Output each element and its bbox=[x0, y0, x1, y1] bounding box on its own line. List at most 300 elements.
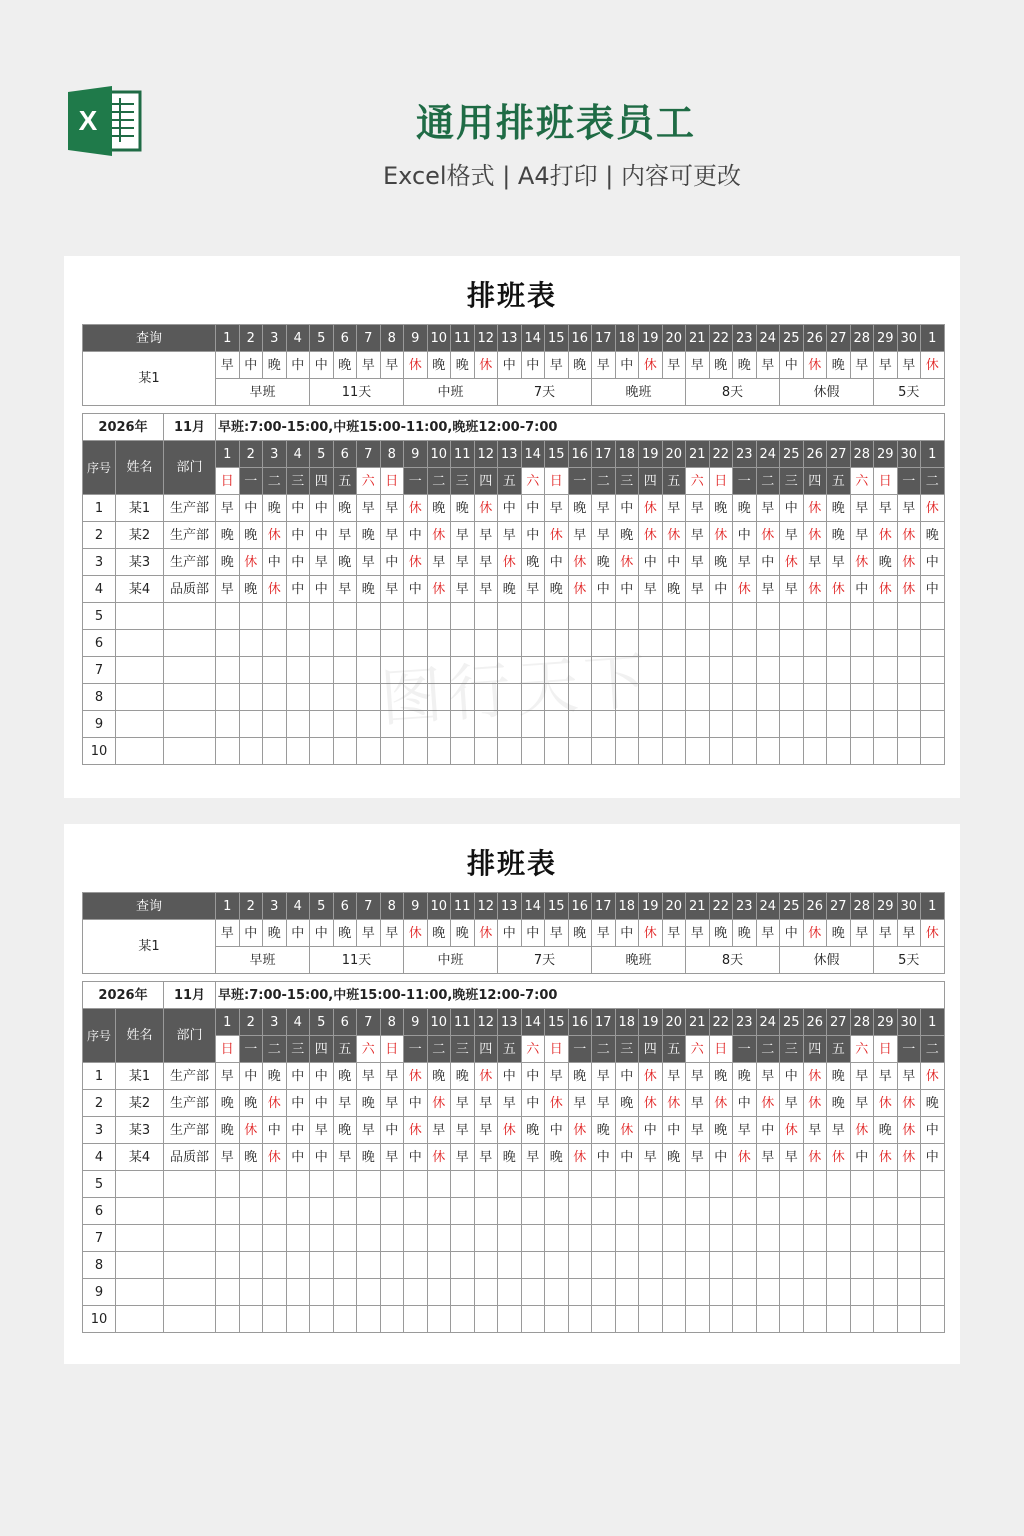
shift-cell[interactable] bbox=[756, 1225, 780, 1252]
shift-cell[interactable] bbox=[216, 1252, 240, 1279]
shift-cell[interactable] bbox=[310, 1306, 334, 1333]
shift-cell[interactable] bbox=[310, 1171, 334, 1198]
shift-cell[interactable]: 早 bbox=[639, 576, 663, 603]
row-name[interactable]: 某1 bbox=[116, 1063, 164, 1090]
shift-cell[interactable] bbox=[827, 684, 851, 711]
shift-cell[interactable] bbox=[733, 711, 757, 738]
shift-cell[interactable] bbox=[709, 711, 733, 738]
row-dept[interactable]: 生产部 bbox=[164, 1117, 216, 1144]
shift-cell[interactable]: 早 bbox=[216, 576, 240, 603]
shift-cell[interactable] bbox=[498, 1198, 522, 1225]
shift-cell[interactable] bbox=[357, 738, 381, 765]
shift-cell[interactable] bbox=[756, 1279, 780, 1306]
shift-cell[interactable] bbox=[615, 603, 639, 630]
row-name[interactable] bbox=[116, 1306, 164, 1333]
row-dept[interactable] bbox=[164, 1306, 216, 1333]
shift-cell[interactable] bbox=[498, 1171, 522, 1198]
shift-cell[interactable] bbox=[756, 1252, 780, 1279]
shift-cell[interactable]: 中 bbox=[615, 576, 639, 603]
shift-cell[interactable]: 晚 bbox=[263, 495, 287, 522]
shift-cell[interactable]: 中 bbox=[310, 576, 334, 603]
shift-cell[interactable] bbox=[803, 1171, 827, 1198]
shift-cell[interactable] bbox=[404, 1198, 428, 1225]
shift-cell[interactable]: 晚 bbox=[733, 495, 757, 522]
shift-cell[interactable] bbox=[803, 1306, 827, 1333]
shift-cell[interactable] bbox=[827, 1225, 851, 1252]
shift-cell[interactable]: 中 bbox=[310, 1090, 334, 1117]
shift-cell[interactable]: 休 bbox=[921, 495, 945, 522]
shift-cell[interactable]: 晚 bbox=[521, 549, 545, 576]
shift-cell[interactable]: 早 bbox=[521, 1144, 545, 1171]
shift-cell[interactable] bbox=[545, 1279, 569, 1306]
shift-cell[interactable] bbox=[686, 1198, 710, 1225]
shift-cell[interactable] bbox=[733, 657, 757, 684]
shift-cell[interactable] bbox=[850, 1198, 874, 1225]
shift-cell[interactable]: 早 bbox=[733, 1117, 757, 1144]
shift-cell[interactable] bbox=[686, 1225, 710, 1252]
shift-cell[interactable] bbox=[921, 1171, 945, 1198]
shift-cell[interactable]: 休 bbox=[639, 495, 663, 522]
shift-cell[interactable] bbox=[216, 1198, 240, 1225]
shift-cell[interactable] bbox=[545, 1252, 569, 1279]
shift-cell[interactable] bbox=[686, 603, 710, 630]
shift-cell[interactable]: 晚 bbox=[709, 1117, 733, 1144]
shift-cell[interactable] bbox=[921, 657, 945, 684]
shift-cell[interactable] bbox=[592, 1279, 616, 1306]
shift-cell[interactable] bbox=[827, 1252, 851, 1279]
shift-cell[interactable]: 中 bbox=[404, 1144, 428, 1171]
shift-cell[interactable]: 晚 bbox=[216, 1117, 240, 1144]
shift-cell[interactable] bbox=[686, 711, 710, 738]
shift-cell[interactable]: 早 bbox=[897, 1063, 921, 1090]
row-dept[interactable] bbox=[164, 603, 216, 630]
shift-cell[interactable] bbox=[662, 1225, 686, 1252]
shift-cell[interactable] bbox=[874, 1252, 898, 1279]
shift-cell[interactable] bbox=[427, 603, 451, 630]
shift-cell[interactable] bbox=[521, 1279, 545, 1306]
shift-cell[interactable] bbox=[404, 1225, 428, 1252]
shift-cell[interactable] bbox=[498, 603, 522, 630]
shift-cell[interactable] bbox=[239, 684, 263, 711]
shift-cell[interactable] bbox=[357, 1306, 381, 1333]
shift-cell[interactable]: 休 bbox=[897, 522, 921, 549]
shift-cell[interactable] bbox=[827, 738, 851, 765]
row-dept[interactable]: 品质部 bbox=[164, 1144, 216, 1171]
shift-cell[interactable]: 早 bbox=[686, 495, 710, 522]
shift-cell[interactable] bbox=[592, 1198, 616, 1225]
shift-cell[interactable] bbox=[357, 1198, 381, 1225]
shift-cell[interactable] bbox=[451, 1252, 475, 1279]
shift-cell[interactable] bbox=[756, 1306, 780, 1333]
shift-cell[interactable] bbox=[827, 1279, 851, 1306]
shift-cell[interactable] bbox=[380, 1225, 404, 1252]
shift-cell[interactable] bbox=[333, 684, 357, 711]
shift-cell[interactable] bbox=[592, 1225, 616, 1252]
shift-cell[interactable]: 晚 bbox=[216, 549, 240, 576]
shift-cell[interactable] bbox=[474, 1279, 498, 1306]
row-dept[interactable]: 品质部 bbox=[164, 576, 216, 603]
shift-cell[interactable] bbox=[568, 738, 592, 765]
shift-cell[interactable]: 早 bbox=[451, 1144, 475, 1171]
shift-cell[interactable] bbox=[239, 1306, 263, 1333]
shift-cell[interactable] bbox=[310, 1279, 334, 1306]
shift-cell[interactable] bbox=[286, 630, 310, 657]
month-field[interactable]: 11月 bbox=[164, 982, 216, 1009]
shift-cell[interactable] bbox=[357, 1279, 381, 1306]
shift-cell[interactable] bbox=[216, 657, 240, 684]
shift-cell[interactable] bbox=[780, 684, 804, 711]
shift-cell[interactable] bbox=[592, 1252, 616, 1279]
shift-cell[interactable]: 早 bbox=[780, 1144, 804, 1171]
shift-cell[interactable] bbox=[357, 1171, 381, 1198]
shift-cell[interactable]: 早 bbox=[333, 1144, 357, 1171]
shift-cell[interactable] bbox=[474, 1171, 498, 1198]
shift-cell[interactable]: 早 bbox=[357, 1063, 381, 1090]
shift-cell[interactable] bbox=[662, 684, 686, 711]
shift-cell[interactable]: 休 bbox=[615, 549, 639, 576]
shift-cell[interactable]: 早 bbox=[474, 1117, 498, 1144]
shift-cell[interactable]: 中 bbox=[263, 549, 287, 576]
row-name[interactable] bbox=[116, 1198, 164, 1225]
shift-cell[interactable] bbox=[427, 1279, 451, 1306]
row-name[interactable] bbox=[116, 738, 164, 765]
shift-cell[interactable]: 晚 bbox=[874, 1117, 898, 1144]
shift-cell[interactable]: 早 bbox=[850, 495, 874, 522]
shift-cell[interactable]: 晚 bbox=[333, 1063, 357, 1090]
shift-cell[interactable] bbox=[897, 1252, 921, 1279]
shift-cell[interactable]: 晚 bbox=[333, 495, 357, 522]
shift-cell[interactable]: 休 bbox=[756, 1090, 780, 1117]
shift-cell[interactable] bbox=[592, 738, 616, 765]
shift-cell[interactable]: 早 bbox=[686, 1144, 710, 1171]
shift-cell[interactable]: 早 bbox=[380, 1144, 404, 1171]
shift-cell[interactable] bbox=[521, 738, 545, 765]
shift-cell[interactable] bbox=[639, 1279, 663, 1306]
shift-cell[interactable] bbox=[310, 711, 334, 738]
shift-cell[interactable]: 中 bbox=[756, 1117, 780, 1144]
shift-cell[interactable]: 早 bbox=[686, 576, 710, 603]
shift-cell[interactable] bbox=[286, 711, 310, 738]
shift-cell[interactable] bbox=[545, 1306, 569, 1333]
shift-cell[interactable] bbox=[521, 1252, 545, 1279]
shift-cell[interactable]: 中 bbox=[404, 576, 428, 603]
shift-cell[interactable] bbox=[333, 711, 357, 738]
shift-cell[interactable]: 早 bbox=[474, 1144, 498, 1171]
shift-cell[interactable]: 早 bbox=[756, 495, 780, 522]
shift-cell[interactable]: 休 bbox=[803, 576, 827, 603]
shift-cell[interactable]: 休 bbox=[662, 1090, 686, 1117]
shift-cell[interactable]: 早 bbox=[874, 495, 898, 522]
shift-cell[interactable] bbox=[733, 1171, 757, 1198]
shift-cell[interactable] bbox=[686, 1252, 710, 1279]
shift-cell[interactable] bbox=[286, 657, 310, 684]
shift-cell[interactable] bbox=[333, 1279, 357, 1306]
shift-cell[interactable]: 休 bbox=[874, 576, 898, 603]
shift-cell[interactable]: 休 bbox=[897, 1090, 921, 1117]
shift-cell[interactable] bbox=[263, 738, 287, 765]
shift-cell[interactable]: 中 bbox=[545, 1117, 569, 1144]
shift-cell[interactable] bbox=[709, 630, 733, 657]
shift-cell[interactable] bbox=[521, 1306, 545, 1333]
shift-cell[interactable] bbox=[850, 657, 874, 684]
shift-cell[interactable] bbox=[216, 1279, 240, 1306]
shift-cell[interactable] bbox=[239, 1252, 263, 1279]
shift-cell[interactable] bbox=[686, 657, 710, 684]
shift-cell[interactable] bbox=[263, 657, 287, 684]
shift-cell[interactable] bbox=[733, 684, 757, 711]
shift-cell[interactable]: 中 bbox=[521, 522, 545, 549]
shift-cell[interactable]: 休 bbox=[474, 495, 498, 522]
shift-cell[interactable] bbox=[333, 1171, 357, 1198]
shift-cell[interactable]: 中 bbox=[498, 1063, 522, 1090]
shift-cell[interactable]: 晚 bbox=[521, 1117, 545, 1144]
row-dept[interactable]: 生产部 bbox=[164, 522, 216, 549]
shift-cell[interactable]: 晚 bbox=[615, 522, 639, 549]
shift-cell[interactable] bbox=[921, 1225, 945, 1252]
shift-cell[interactable] bbox=[780, 1198, 804, 1225]
shift-cell[interactable] bbox=[216, 684, 240, 711]
shift-cell[interactable] bbox=[827, 1198, 851, 1225]
shift-cell[interactable]: 早 bbox=[474, 549, 498, 576]
shift-cell[interactable] bbox=[662, 1279, 686, 1306]
shift-cell[interactable] bbox=[662, 657, 686, 684]
row-dept[interactable] bbox=[164, 657, 216, 684]
shift-cell[interactable]: 休 bbox=[545, 522, 569, 549]
shift-cell[interactable]: 中 bbox=[921, 1117, 945, 1144]
shift-cell[interactable]: 早 bbox=[216, 495, 240, 522]
shift-cell[interactable]: 早 bbox=[780, 1090, 804, 1117]
row-name[interactable] bbox=[116, 1279, 164, 1306]
shift-cell[interactable] bbox=[709, 1171, 733, 1198]
shift-cell[interactable]: 中 bbox=[756, 549, 780, 576]
month-field[interactable]: 11月 bbox=[164, 414, 216, 441]
shift-cell[interactable]: 早 bbox=[874, 1063, 898, 1090]
shift-cell[interactable]: 中 bbox=[592, 576, 616, 603]
shift-cell[interactable]: 早 bbox=[451, 1117, 475, 1144]
shift-cell[interactable]: 早 bbox=[380, 1063, 404, 1090]
row-name[interactable]: 某2 bbox=[116, 1090, 164, 1117]
shift-cell[interactable]: 早 bbox=[592, 1090, 616, 1117]
shift-cell[interactable]: 休 bbox=[803, 1090, 827, 1117]
row-name[interactable] bbox=[116, 603, 164, 630]
shift-cell[interactable] bbox=[686, 1171, 710, 1198]
shift-cell[interactable] bbox=[686, 1306, 710, 1333]
shift-cell[interactable]: 晚 bbox=[709, 549, 733, 576]
shift-cell[interactable] bbox=[451, 738, 475, 765]
shift-cell[interactable]: 中 bbox=[921, 549, 945, 576]
shift-cell[interactable]: 晚 bbox=[239, 576, 263, 603]
shift-cell[interactable]: 早 bbox=[451, 576, 475, 603]
shift-cell[interactable] bbox=[286, 738, 310, 765]
row-dept[interactable]: 生产部 bbox=[164, 495, 216, 522]
shift-cell[interactable] bbox=[404, 1306, 428, 1333]
shift-cell[interactable]: 晚 bbox=[827, 1063, 851, 1090]
shift-cell[interactable] bbox=[662, 603, 686, 630]
shift-cell[interactable]: 休 bbox=[639, 1063, 663, 1090]
shift-cell[interactable] bbox=[286, 1171, 310, 1198]
shift-cell[interactable]: 早 bbox=[803, 1117, 827, 1144]
shift-cell[interactable]: 休 bbox=[568, 1144, 592, 1171]
shift-cell[interactable]: 中 bbox=[286, 495, 310, 522]
shift-cell[interactable]: 中 bbox=[639, 1117, 663, 1144]
shift-cell[interactable] bbox=[639, 1198, 663, 1225]
shift-cell[interactable] bbox=[216, 630, 240, 657]
shift-cell[interactable]: 休 bbox=[827, 576, 851, 603]
shift-cell[interactable]: 中 bbox=[850, 1144, 874, 1171]
shift-cell[interactable] bbox=[216, 603, 240, 630]
shift-cell[interactable] bbox=[310, 1252, 334, 1279]
shift-cell[interactable]: 休 bbox=[850, 1117, 874, 1144]
shift-cell[interactable]: 早 bbox=[756, 1144, 780, 1171]
shift-cell[interactable] bbox=[803, 603, 827, 630]
shift-cell[interactable] bbox=[239, 1279, 263, 1306]
shift-cell[interactable] bbox=[756, 1198, 780, 1225]
shift-cell[interactable] bbox=[874, 738, 898, 765]
shift-cell[interactable]: 休 bbox=[803, 1063, 827, 1090]
shift-cell[interactable] bbox=[850, 630, 874, 657]
shift-cell[interactable] bbox=[874, 603, 898, 630]
shift-cell[interactable]: 早 bbox=[216, 1144, 240, 1171]
shift-cell[interactable] bbox=[921, 1252, 945, 1279]
shift-cell[interactable]: 早 bbox=[662, 1063, 686, 1090]
shift-cell[interactable] bbox=[333, 630, 357, 657]
shift-cell[interactable] bbox=[733, 1252, 757, 1279]
shift-cell[interactable] bbox=[498, 1306, 522, 1333]
shift-cell[interactable]: 休 bbox=[568, 1117, 592, 1144]
shift-cell[interactable]: 休 bbox=[850, 549, 874, 576]
shift-cell[interactable]: 早 bbox=[357, 495, 381, 522]
shift-cell[interactable]: 中 bbox=[662, 1117, 686, 1144]
shift-cell[interactable] bbox=[333, 603, 357, 630]
row-dept[interactable] bbox=[164, 1225, 216, 1252]
shift-cell[interactable] bbox=[286, 1198, 310, 1225]
shift-cell[interactable] bbox=[474, 1306, 498, 1333]
shift-cell[interactable]: 休 bbox=[639, 1090, 663, 1117]
shift-cell[interactable]: 晚 bbox=[709, 1063, 733, 1090]
shift-cell[interactable] bbox=[803, 630, 827, 657]
shift-cell[interactable]: 中 bbox=[521, 1063, 545, 1090]
shift-cell[interactable] bbox=[474, 1252, 498, 1279]
shift-cell[interactable]: 休 bbox=[404, 549, 428, 576]
shift-cell[interactable]: 早 bbox=[521, 576, 545, 603]
shift-cell[interactable]: 中 bbox=[615, 1144, 639, 1171]
shift-cell[interactable] bbox=[310, 657, 334, 684]
shift-cell[interactable] bbox=[709, 1198, 733, 1225]
shift-cell[interactable] bbox=[709, 1306, 733, 1333]
shift-cell[interactable]: 中 bbox=[404, 522, 428, 549]
shift-cell[interactable]: 休 bbox=[897, 1144, 921, 1171]
shift-cell[interactable] bbox=[451, 603, 475, 630]
shift-cell[interactable] bbox=[733, 1225, 757, 1252]
shift-cell[interactable] bbox=[498, 1252, 522, 1279]
shift-cell[interactable]: 休 bbox=[568, 549, 592, 576]
shift-cell[interactable] bbox=[850, 1225, 874, 1252]
row-name[interactable]: 某2 bbox=[116, 522, 164, 549]
shift-cell[interactable]: 早 bbox=[662, 495, 686, 522]
shift-cell[interactable]: 晚 bbox=[216, 1090, 240, 1117]
shift-cell[interactable] bbox=[874, 657, 898, 684]
shift-cell[interactable]: 早 bbox=[357, 549, 381, 576]
shift-cell[interactable] bbox=[709, 1252, 733, 1279]
shift-cell[interactable] bbox=[639, 1225, 663, 1252]
shift-cell[interactable]: 休 bbox=[427, 522, 451, 549]
row-dept[interactable]: 生产部 bbox=[164, 1063, 216, 1090]
shift-cell[interactable] bbox=[380, 1198, 404, 1225]
shift-cell[interactable]: 中 bbox=[921, 1144, 945, 1171]
shift-cell[interactable] bbox=[827, 657, 851, 684]
shift-cell[interactable] bbox=[451, 1306, 475, 1333]
query-person-select[interactable]: 某1 bbox=[83, 920, 216, 974]
shift-cell[interactable]: 晚 bbox=[451, 495, 475, 522]
shift-cell[interactable]: 休 bbox=[639, 522, 663, 549]
shift-cell[interactable] bbox=[427, 1252, 451, 1279]
shift-cell[interactable]: 早 bbox=[733, 549, 757, 576]
shift-cell[interactable] bbox=[733, 1279, 757, 1306]
shift-cell[interactable] bbox=[662, 711, 686, 738]
shift-cell[interactable] bbox=[921, 738, 945, 765]
shift-cell[interactable]: 早 bbox=[827, 549, 851, 576]
row-name[interactable]: 某1 bbox=[116, 495, 164, 522]
row-name[interactable]: 某4 bbox=[116, 576, 164, 603]
shift-cell[interactable] bbox=[921, 1306, 945, 1333]
shift-cell[interactable] bbox=[474, 1225, 498, 1252]
row-name[interactable] bbox=[116, 711, 164, 738]
shift-cell[interactable]: 早 bbox=[474, 1090, 498, 1117]
shift-cell[interactable] bbox=[662, 630, 686, 657]
shift-cell[interactable]: 早 bbox=[333, 1090, 357, 1117]
shift-cell[interactable] bbox=[780, 603, 804, 630]
shift-cell[interactable] bbox=[897, 684, 921, 711]
shift-cell[interactable] bbox=[686, 684, 710, 711]
shift-cell[interactable] bbox=[357, 684, 381, 711]
shift-cell[interactable]: 早 bbox=[216, 1063, 240, 1090]
shift-cell[interactable] bbox=[921, 1279, 945, 1306]
shift-cell[interactable]: 晚 bbox=[357, 576, 381, 603]
shift-cell[interactable] bbox=[709, 1279, 733, 1306]
shift-cell[interactable] bbox=[451, 1198, 475, 1225]
shift-cell[interactable] bbox=[427, 1171, 451, 1198]
shift-cell[interactable]: 早 bbox=[686, 522, 710, 549]
shift-cell[interactable] bbox=[874, 1306, 898, 1333]
shift-cell[interactable] bbox=[404, 1252, 428, 1279]
shift-cell[interactable]: 早 bbox=[850, 522, 874, 549]
shift-cell[interactable] bbox=[827, 711, 851, 738]
shift-cell[interactable]: 早 bbox=[474, 522, 498, 549]
shift-cell[interactable]: 早 bbox=[333, 522, 357, 549]
shift-cell[interactable]: 早 bbox=[592, 495, 616, 522]
shift-cell[interactable] bbox=[780, 1171, 804, 1198]
shift-cell[interactable] bbox=[239, 657, 263, 684]
shift-cell[interactable]: 中 bbox=[521, 495, 545, 522]
shift-cell[interactable] bbox=[615, 1171, 639, 1198]
shift-cell[interactable] bbox=[709, 684, 733, 711]
shift-cell[interactable]: 休 bbox=[803, 1144, 827, 1171]
row-dept[interactable] bbox=[164, 630, 216, 657]
shift-cell[interactable]: 晚 bbox=[239, 1090, 263, 1117]
shift-cell[interactable] bbox=[921, 1198, 945, 1225]
shift-cell[interactable] bbox=[310, 1198, 334, 1225]
shift-cell[interactable] bbox=[427, 738, 451, 765]
shift-cell[interactable]: 中 bbox=[733, 1090, 757, 1117]
shift-cell[interactable]: 晚 bbox=[827, 522, 851, 549]
shift-cell[interactable]: 早 bbox=[686, 1117, 710, 1144]
shift-cell[interactable]: 休 bbox=[545, 1090, 569, 1117]
shift-cell[interactable]: 早 bbox=[592, 1063, 616, 1090]
shift-cell[interactable]: 中 bbox=[662, 549, 686, 576]
shift-cell[interactable] bbox=[357, 603, 381, 630]
shift-cell[interactable] bbox=[662, 1306, 686, 1333]
shift-cell[interactable] bbox=[333, 1225, 357, 1252]
